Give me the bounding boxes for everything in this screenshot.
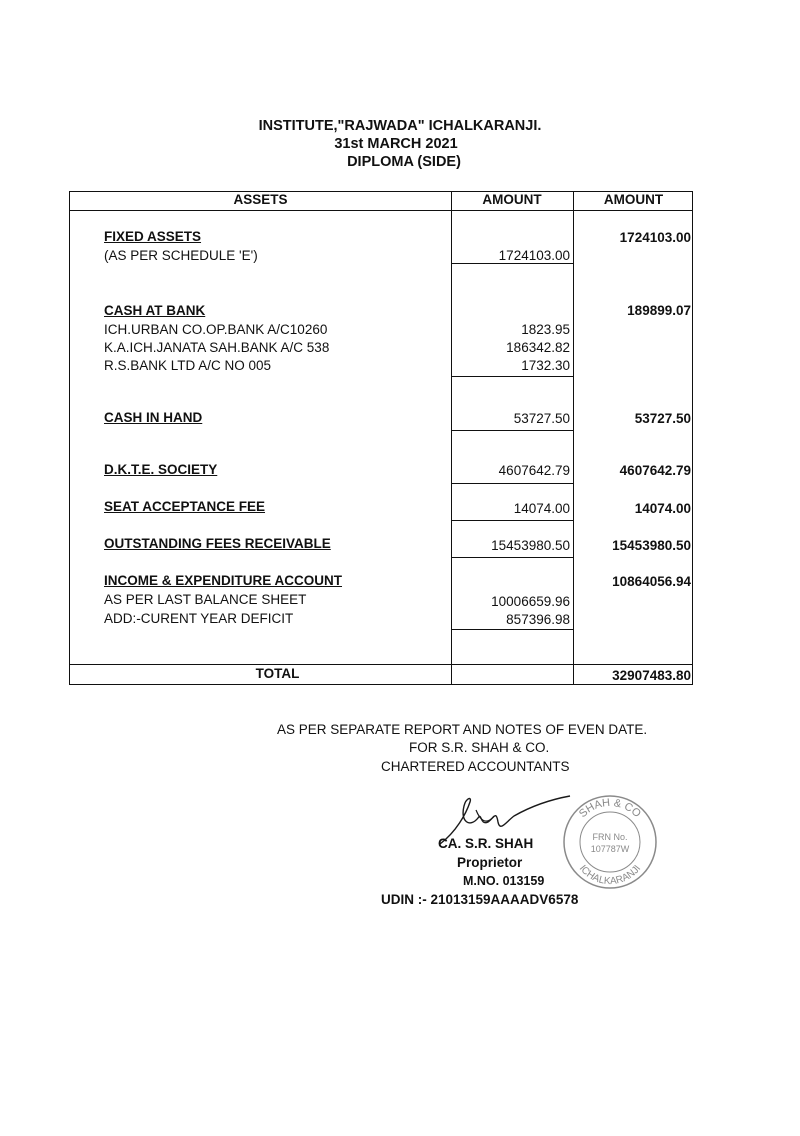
signer-name: CA. S.R. SHAH bbox=[438, 836, 534, 851]
line-item-amount: 4607642.79 bbox=[498, 463, 570, 478]
bank-account-amount: 1732.30 bbox=[521, 358, 570, 373]
section-total: 189899.07 bbox=[627, 303, 691, 318]
line-item-amount: 10006659.96 bbox=[491, 594, 570, 609]
section-total: 10864056.94 bbox=[612, 574, 691, 589]
balance-sheet-table bbox=[69, 191, 693, 685]
section-total: 4607642.79 bbox=[619, 463, 691, 478]
line-item-label: AS PER LAST BALANCE SHEET bbox=[104, 592, 307, 607]
section-total: 1724103.00 bbox=[619, 230, 691, 245]
section-label-fixed-assets: FIXED ASSETS bbox=[104, 229, 202, 244]
column-header-amount: AMOUNT bbox=[603, 192, 664, 207]
line-item-amount: 15453980.50 bbox=[491, 538, 570, 553]
svg-text:FRN No.: FRN No. bbox=[592, 832, 628, 842]
signer-role: Proprietor bbox=[457, 855, 523, 870]
report-section: DIPLOMA (SIDE) bbox=[347, 154, 461, 170]
section-total: 15453980.50 bbox=[612, 538, 691, 553]
udin-number: UDIN :- 21013159AAAADV6578 bbox=[381, 892, 579, 907]
grand-total: 32907483.80 bbox=[612, 668, 691, 683]
line-item-amount: 857396.98 bbox=[506, 612, 570, 627]
section-label-outstanding-fees: OUTSTANDING FEES RECEIVABLE bbox=[104, 536, 331, 551]
cell-divider bbox=[451, 430, 573, 431]
cell-divider bbox=[451, 483, 573, 484]
cell-divider bbox=[451, 557, 573, 558]
section-label-dkte-society: D.K.T.E. SOCIETY bbox=[104, 462, 218, 477]
section-label-cash-in-hand: CASH IN HAND bbox=[104, 410, 203, 425]
institute-title: INSTITUTE,"RAJWADA" ICHALKARANJI. bbox=[258, 118, 542, 134]
svg-text:SHAH & CO: SHAH & CO bbox=[576, 796, 643, 821]
report-date: 31st MARCH 2021 bbox=[334, 136, 458, 152]
cell-divider bbox=[451, 629, 573, 630]
section-label-cash-at-bank: CASH AT BANK bbox=[104, 303, 206, 318]
section-total: 14074.00 bbox=[634, 501, 691, 516]
cell-divider bbox=[451, 376, 573, 377]
firm-designation: CHARTERED ACCOUNTANTS bbox=[381, 759, 570, 774]
bank-account-label: R.S.BANK LTD A/C NO 005 bbox=[104, 358, 272, 373]
bank-account-amount: 1823.95 bbox=[521, 322, 570, 337]
column-header-assets: ASSETS bbox=[233, 192, 288, 207]
line-item-label: (AS PER SCHEDULE 'E') bbox=[104, 248, 258, 263]
total-label: TOTAL bbox=[255, 666, 300, 681]
svg-text:107787W: 107787W bbox=[590, 844, 630, 854]
column-header-amount: AMOUNT bbox=[482, 192, 542, 207]
cell-divider bbox=[451, 263, 573, 264]
bank-account-amount: 186342.82 bbox=[506, 340, 570, 355]
line-item-amount: 14074.00 bbox=[513, 501, 570, 516]
column-divider bbox=[573, 192, 574, 684]
report-note: AS PER SEPARATE REPORT AND NOTES OF EVEN DATE. bbox=[277, 722, 648, 737]
line-item-label: ADD:-CURENT YEAR DEFICIT bbox=[104, 611, 294, 626]
total-row-divider bbox=[70, 664, 692, 665]
section-total: 53727.50 bbox=[634, 411, 691, 426]
section-label-seat-fee: SEAT ACCEPTANCE FEE bbox=[104, 499, 266, 514]
line-item-amount: 53727.50 bbox=[513, 411, 570, 426]
header-row-divider bbox=[70, 210, 692, 211]
svg-text:ICHALKARANJI: ICHALKARANJI bbox=[576, 863, 644, 888]
membership-number: M.NO. 013159 bbox=[463, 874, 545, 888]
column-divider bbox=[451, 192, 452, 684]
firm-stamp-icon bbox=[560, 792, 660, 892]
bank-account-label: K.A.ICH.JANATA SAH.BANK A/C 538 bbox=[104, 340, 330, 355]
firm-name: FOR S.R. SHAH & CO. bbox=[409, 740, 550, 755]
line-item-amount: 1724103.00 bbox=[498, 248, 570, 263]
bank-account-label: ICH.URBAN CO.OP.BANK A/C10260 bbox=[104, 322, 328, 337]
section-label-income-expenditure: INCOME & EXPENDITURE ACCOUNT bbox=[104, 573, 343, 588]
cell-divider bbox=[451, 520, 573, 521]
